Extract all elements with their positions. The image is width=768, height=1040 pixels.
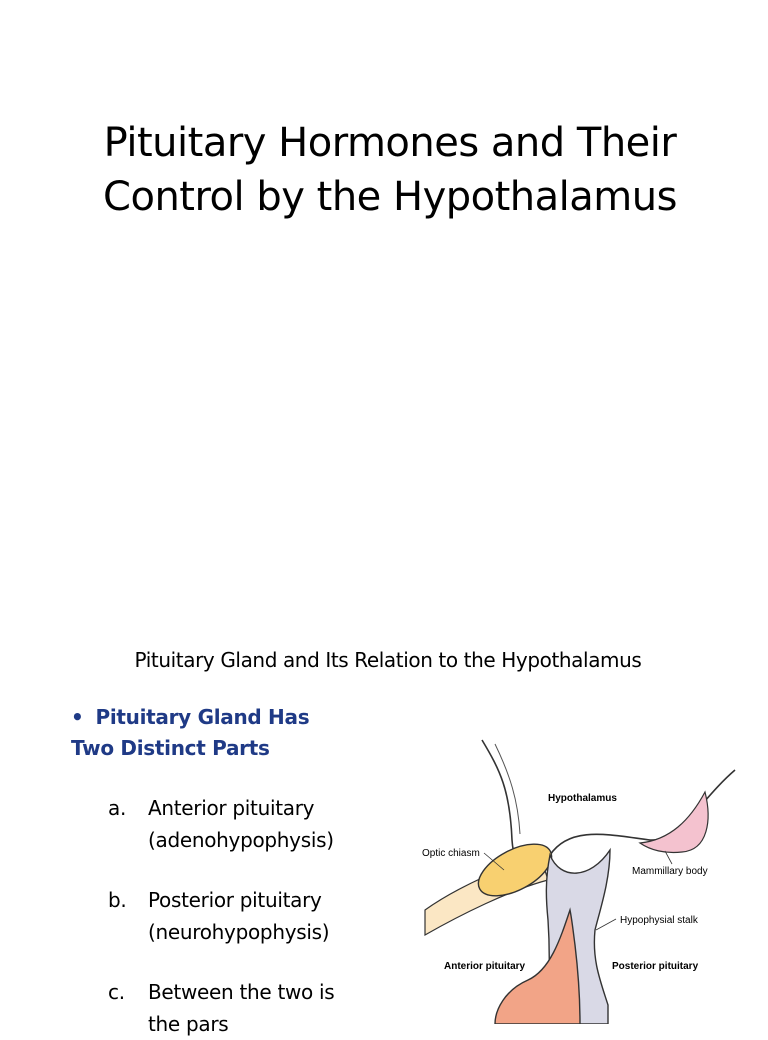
list-marker: c. <box>108 980 125 1004</box>
label-anterior-pituitary: Anterior pituitary <box>444 961 526 972</box>
bullet-heading <box>71 702 371 764</box>
list-item-line-2: (adenohypophysis) <box>148 828 334 852</box>
bullet-heading-line-2: Two Distinct Parts <box>71 736 270 760</box>
bullet-icon: • <box>71 705 84 729</box>
title-line-2: Control by the Hypothalamus <box>103 174 677 220</box>
label-hypothalamus: Hypothalamus <box>548 793 617 804</box>
list-item-line-2: (neurohypophysis) <box>148 920 330 944</box>
label-hypophysial-stalk: Hypophysial stalk <box>620 915 698 926</box>
list-item-line-1: Anterior pituitary <box>148 796 315 820</box>
bullet-heading-line-1: Pituitary Gland Has <box>95 705 310 729</box>
label-posterior-pituitary: Posterior pituitary <box>612 961 699 972</box>
slide-title <box>40 116 740 224</box>
list-item-line-1: Posterior pituitary <box>148 888 322 912</box>
list-item-line-2: the pars <box>148 1012 229 1036</box>
pituitary-diagram <box>400 730 768 1024</box>
slide-2 <box>0 620 768 1036</box>
mammillary-body-shape <box>640 792 708 853</box>
leader-stalk <box>596 919 616 930</box>
label-mammillary-body: Mammillary body <box>632 866 708 877</box>
label-optic-chiasm: Optic chiasm <box>422 848 480 859</box>
ventricle-inner <box>495 744 520 834</box>
list-marker: a. <box>108 796 127 820</box>
list-marker: b. <box>108 888 127 912</box>
list-item-line-1: Between the two is <box>148 980 335 1004</box>
title-line-1: Pituitary Hormones and Their <box>103 120 677 166</box>
slide-subtitle: Pituitary Gland and Its Relation to the Hypothalamus <box>134 648 642 672</box>
